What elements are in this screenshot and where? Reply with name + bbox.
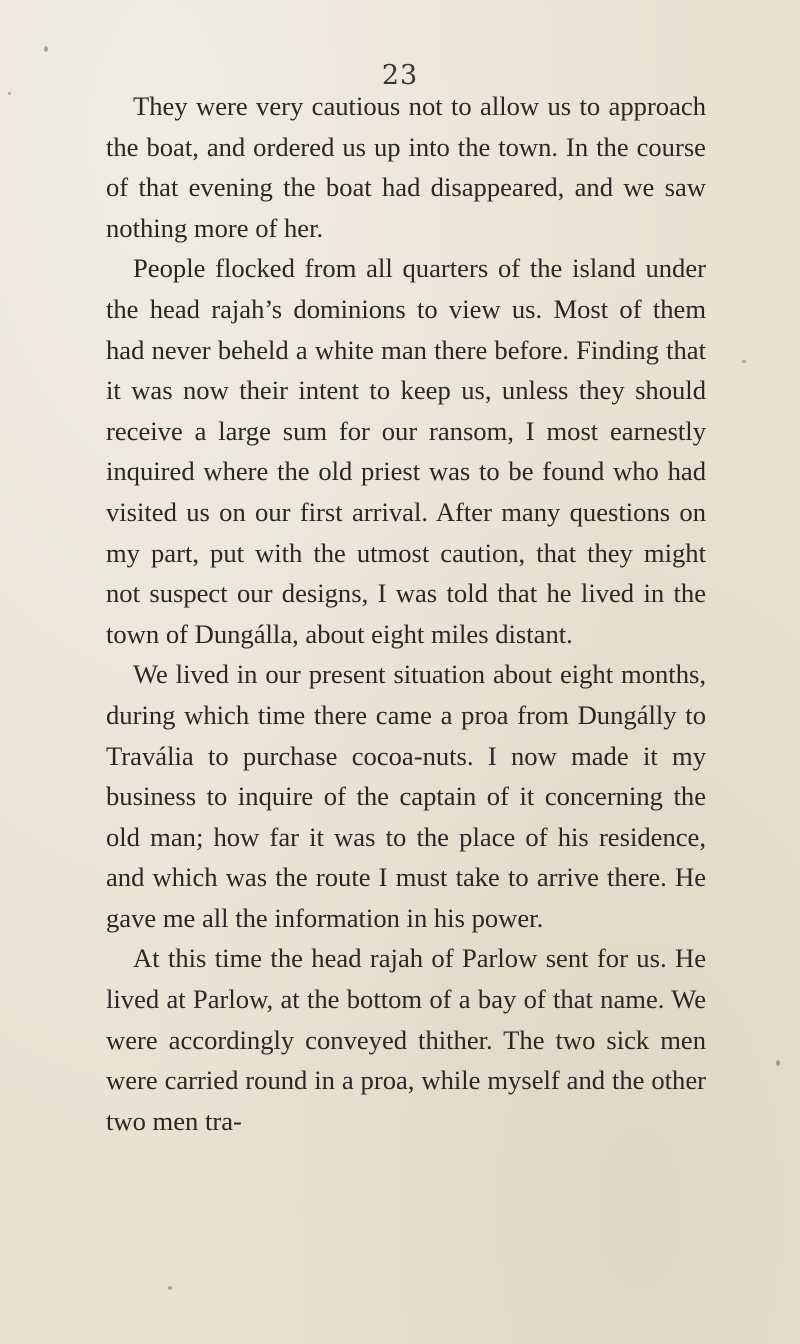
paragraph-4: At this time the head rajah of Parlow sent for us. He lived at Parlow, at the bottom of a bay of that name. We were accordingly conveyed thither. The two sick men were carried round in a proa, while myself and the other two men tra-: [106, 943, 706, 1136]
paper-speck: [44, 46, 48, 52]
paper-speck: [776, 1060, 780, 1066]
paper-speck: [742, 360, 746, 363]
paper-speck: [168, 1286, 172, 1290]
paper-speck: [8, 92, 11, 95]
paragraph-1: They were very cautious not to allow us to approach the boat, and ordered us up into the town. In the course of that evening the boat had disappeared, and we saw nothing more of her.: [106, 91, 706, 243]
page-number: 23: [381, 60, 419, 91]
paragraph-3: We lived in our present situation about eight months, during which time there came a proa from Dungálly to Travália to purchase cocoa-nuts. I now made it my business to inquire of the captain of it concerning the old man; how far it was to the place of his residence, and which was the route I must take to arrive there. He gave me all the information in his power.: [106, 659, 706, 933]
body-text: [106, 86, 706, 1141]
paragraph-2: People flocked from all quarters of the island under the head rajah’s dominions to view us. Most of them had never beheld a white man there before. Finding that it was now their intent to keep us, unless they should receive a large sum for our ransom, I most earnestly inquired where the old priest was to be found who had visited us on our first arrival. After many questions on my part, put with the utmost caution, that they might not suspect our designs, I was told that he lived in the town of Dungálla, about eight miles distant.: [106, 253, 706, 649]
